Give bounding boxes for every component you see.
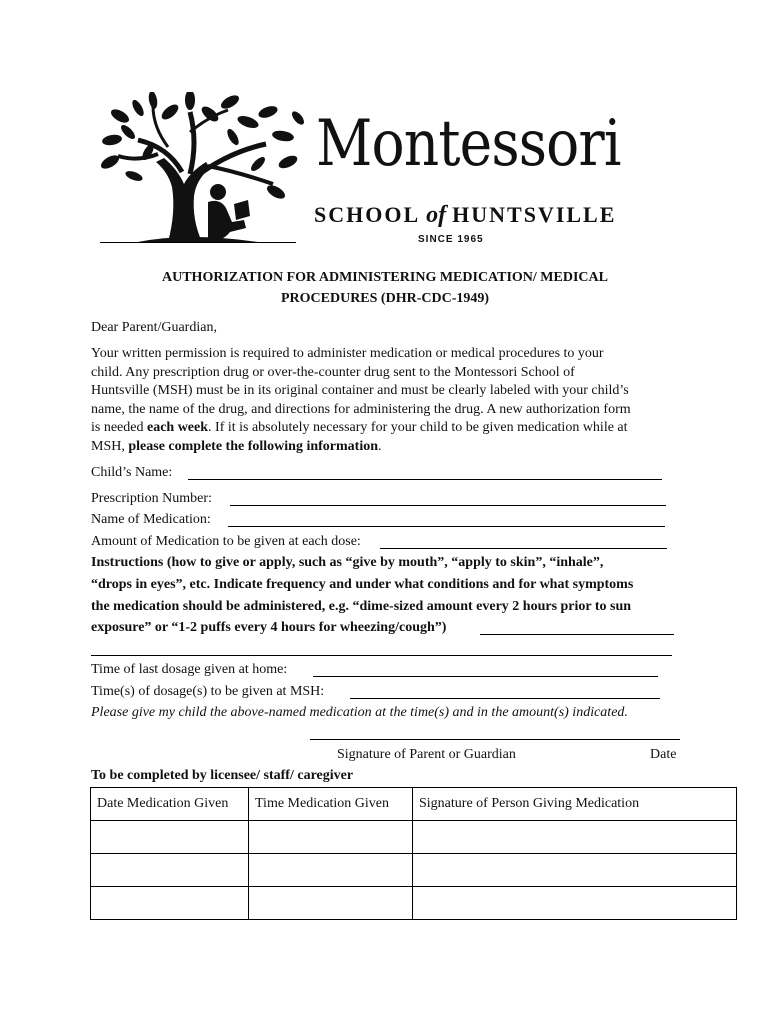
intro-line-1: Your written permission is required to administer medication or medical procedures to your <box>91 346 604 361</box>
instructions-line-1: Instructions (how to give or apply, such as “give by mouth”, “apply to skin”, “inhale”, <box>91 555 604 570</box>
logo-city: HUNTSVILLE <box>452 202 617 227</box>
table-row <box>91 821 737 854</box>
instructions-field[interactable] <box>480 634 674 635</box>
form-title-line1: AUTHORIZATION FOR ADMINISTERING MEDICATION/ MEDICAL <box>162 270 608 285</box>
consent-statement: Please give my child the above-named medication at the time(s) and in the amount(s) indicated. <box>91 705 628 720</box>
instructions-line-2: “drops in eyes”, etc. Indicate frequency and under what conditions and for what symptoms <box>91 577 634 592</box>
child-name-field[interactable] <box>188 479 662 480</box>
child-name-label: Child’s Name: <box>91 465 173 480</box>
logo-subtitle <box>314 202 616 229</box>
last-dose-field[interactable] <box>313 676 658 677</box>
col-signature-header: Signature of Person Giving Medication <box>413 788 737 821</box>
signature-cell[interactable] <box>413 887 737 920</box>
intro-line6-pre: MSH, <box>91 438 129 454</box>
intro-each-week: each week <box>146 420 209 435</box>
date-cell[interactable] <box>91 821 249 854</box>
school-logo <box>98 92 668 252</box>
signature-line[interactable] <box>310 739 680 740</box>
msh-dose-label: Time(s) of dosage(s) to be given at MSH: <box>91 684 325 699</box>
med-name-label: Name of Medication: <box>91 512 211 527</box>
intro-line6-post: . <box>378 438 382 454</box>
signature-cell[interactable] <box>413 821 737 854</box>
rx-number-field[interactable] <box>230 505 666 506</box>
tree-reader-icon <box>98 92 308 244</box>
signature-cell[interactable] <box>413 854 737 887</box>
table-row <box>91 887 737 920</box>
logo-since: SINCE 1965 <box>418 234 484 245</box>
instructions-field-line-2[interactable] <box>91 655 672 656</box>
logo-underline <box>100 242 296 243</box>
time-cell[interactable] <box>249 887 413 920</box>
intro-line5-pre: is needed <box>91 420 147 435</box>
logo-of: of <box>426 202 447 228</box>
time-cell[interactable] <box>249 821 413 854</box>
last-dose-label: Time of last dosage given at home: <box>91 662 288 677</box>
intro-line-6 <box>91 438 382 456</box>
intro-line-4: name, the name of the drug, and directions for administering the drug. A new authorization form <box>91 401 631 417</box>
instructions-line-3: the medication should be administered, e.g. “dime-sized amount every 2 hours prior to sun <box>91 598 632 614</box>
instructions-line-4: exposure” or “1-2 puffs every 4 hours for wheezing/cough”) <box>91 620 447 635</box>
staff-heading: To be completed by licensee/ staff/ caregiver <box>91 768 354 783</box>
date-cell[interactable] <box>91 854 249 887</box>
intro-line-2: child. Any prescription drug or over-the-counter drug sent to the Montessori School of <box>91 364 575 380</box>
intro-line-5 <box>91 419 628 437</box>
medication-log-table <box>90 787 737 920</box>
table-header-row <box>91 788 737 821</box>
time-cell[interactable] <box>249 854 413 887</box>
logo-wordmark: Montessori <box>316 107 621 181</box>
rx-number-label: Prescription Number: <box>91 491 212 506</box>
amount-label: Amount of Medication to be given at each dose: <box>91 534 361 549</box>
col-time-header: Time Medication Given <box>249 788 413 821</box>
table-row <box>91 854 737 887</box>
amount-field[interactable] <box>380 548 667 549</box>
greeting: Dear Parent/Guardian, <box>91 320 217 335</box>
intro-please-complete: please complete the following information <box>128 438 378 454</box>
msh-dose-field[interactable] <box>350 698 660 699</box>
logo-school: SCHOOL <box>314 202 421 227</box>
date-cell[interactable] <box>91 887 249 920</box>
form-title-line2: PROCEDURES (DHR-CDC-1949) <box>280 291 490 306</box>
signature-label: Signature of Parent or Guardian <box>337 747 516 762</box>
med-name-field[interactable] <box>228 526 665 527</box>
date-label: Date <box>650 747 677 762</box>
intro-line5-post: . If it is absolutely necessary for your child to be given medication while at <box>208 420 628 435</box>
col-date-header: Date Medication Given <box>91 788 249 821</box>
intro-line-3: Huntsville (MSH) must be in its original container and must be clearly labeled with your child’s <box>91 383 629 398</box>
